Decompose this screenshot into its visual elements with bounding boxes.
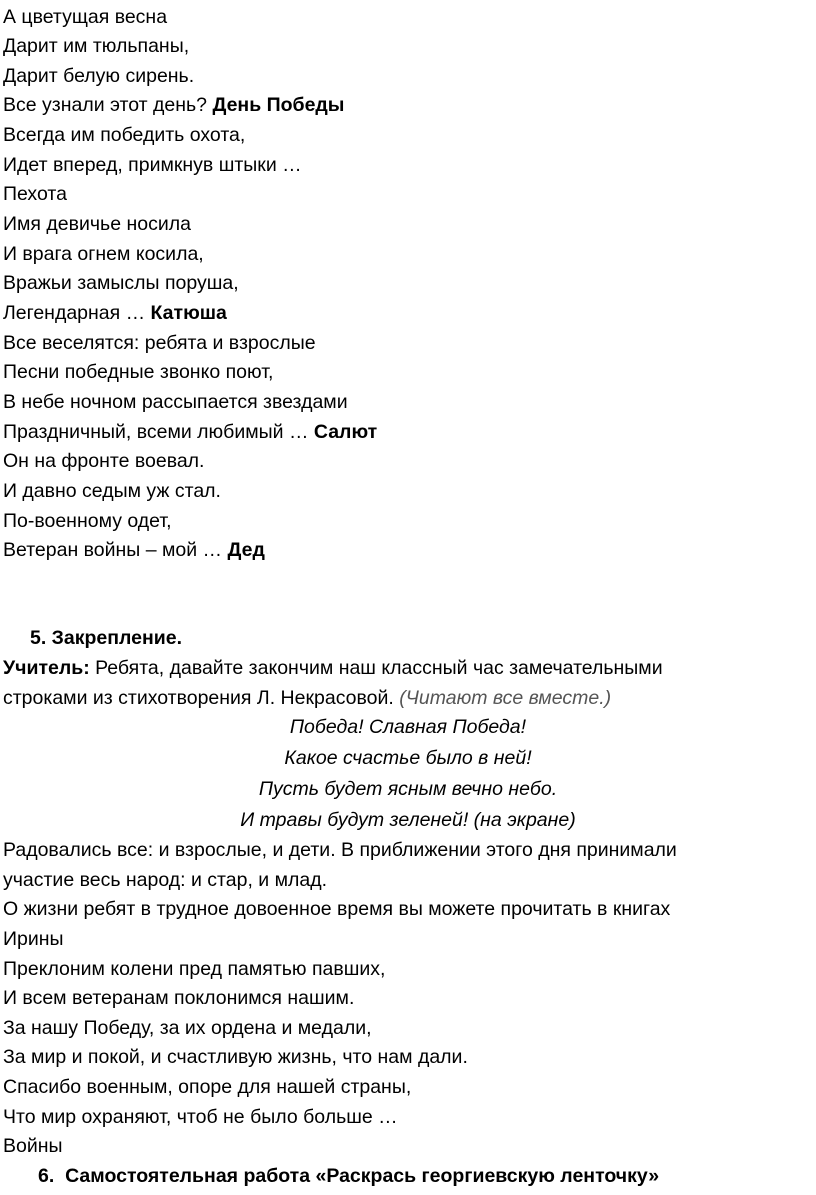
riddle-line: Праздничный, всеми любимый … Салют: [3, 421, 378, 443]
text-line: За нашу Победу, за их ордена и медали,: [3, 1017, 372, 1039]
riddle-answer: Дед: [227, 539, 265, 561]
riddle-answer: День Победы: [212, 94, 345, 116]
text-line: Радовались все: и взрослые, и дети. В приближении этого дня принимали: [3, 839, 677, 861]
riddle-line: И врага огнем косила,: [3, 243, 204, 265]
riddle-line: В небе ночном рассыпается звездами: [3, 391, 348, 413]
riddle-answer: Салют: [313, 421, 378, 443]
riddle-line: Все веселятся: ребята и взрослые: [3, 332, 316, 354]
riddle-line: Идет вперед, примкнув штыки …: [3, 154, 302, 176]
teacher-line: строками из стихотворения Л. Некрасовой. (Читают все вместе.): [3, 687, 612, 709]
text-line: Преклоним колени пред памятью павших,: [3, 958, 386, 980]
teacher-note: (Читают все вместе.): [399, 687, 612, 709]
riddle-line: Всегда им победить охота,: [3, 124, 246, 146]
section-5-heading: 5. Закрепление.: [30, 627, 183, 649]
poem-line: И травы будут зеленей! (на экране): [240, 809, 576, 831]
riddle-line: А цветущая весна: [3, 6, 168, 28]
riddle-line: Он на фронте воевал.: [3, 450, 205, 472]
text-line: И всем ветеранам поклонимся нашим.: [3, 987, 355, 1009]
riddle-line: Легендарная … Катюша: [3, 302, 227, 324]
riddle-line: По-военному одет,: [3, 510, 172, 532]
text-line: Ирины: [3, 928, 64, 950]
riddle-line: Песни победные звонко поют,: [3, 361, 274, 383]
text-line: Спасибо военным, опоре для нашей страны,: [3, 1076, 412, 1098]
riddle-answer: Катюша: [150, 302, 227, 324]
text-line: Войны: [3, 1135, 63, 1157]
riddle-line: Ветеран войны – мой … Дед: [3, 539, 265, 561]
text-line: За мир и покой, и счастливую жизнь, что нам дали.: [3, 1046, 468, 1068]
text-line: участие весь народ: и стар, и млад.: [3, 869, 328, 891]
poem-line: Пусть будет ясным вечно небо.: [258, 778, 558, 800]
riddle-line: Все узнали этот день? День Победы: [3, 94, 345, 116]
text-line: О жизни ребят в трудное довоенное время вы можете прочитать в книгах: [3, 898, 671, 920]
riddle-line: И давно седым уж стал.: [3, 480, 221, 502]
poem-line: Какое счастье было в ней!: [284, 747, 532, 769]
teacher-label: Учитель:: [3, 657, 90, 679]
poem-line: Победа! Славная Победа!: [289, 716, 527, 738]
text-line: Что мир охраняют, чтоб не было больше …: [3, 1106, 398, 1128]
section-6-heading: 6. Самостоятельная работа «Раскрась георгиевскую ленточку»: [38, 1165, 660, 1187]
riddle-line: Имя девичье носила: [3, 213, 191, 235]
riddle-line: Пехота: [3, 183, 67, 205]
riddle-line: Дарит белую сирень.: [3, 65, 195, 87]
riddle-line: Дарит им тюльпаны,: [3, 35, 190, 57]
riddle-line: Вражьи замыслы поруша,: [3, 272, 239, 294]
teacher-line: Учитель: Ребята, давайте закончим наш классный час замечательными: [3, 657, 663, 679]
